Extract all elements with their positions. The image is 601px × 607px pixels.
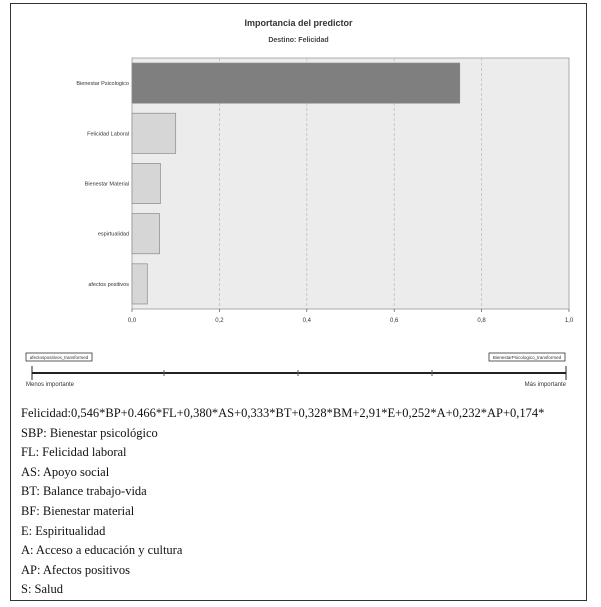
category-label: Bienestar Psicologico xyxy=(76,81,129,88)
chart-subtitle: Destino: Felicidad xyxy=(268,37,329,44)
x-tick-label: 0,6 xyxy=(390,318,399,324)
slider-right-box-label: BienestarPsicologico_transformed xyxy=(492,355,562,360)
legend-line: SBP: Bienestar psicológico xyxy=(21,425,158,440)
category-label: Bienestar Material xyxy=(84,181,129,188)
formula-equation: Felicidad:0,546*BP+0.466*FL+0,380*AS+0,333*BT+0,328*BM+2,91*E+0,252*A+0,232*AP+0,174* xyxy=(21,406,545,420)
x-tick-label: 1,0 xyxy=(564,318,574,324)
legend-line: FL: Felicidad laboral xyxy=(21,445,127,460)
slider-less-label: Menos importante xyxy=(26,382,75,388)
legend-line: BT: Balance trabajo-vida xyxy=(21,484,147,499)
category-label: afectos positivos xyxy=(88,281,129,288)
slider-left-box-label: afectospositivos_transformed xyxy=(29,355,89,360)
x-tick-label: 0,2 xyxy=(215,318,224,324)
legend-line: E: Espiritualidad xyxy=(21,523,106,538)
slider-more-label: Más importante xyxy=(524,382,566,388)
figure-frame xyxy=(10,3,587,601)
x-tick-label: 0,0 xyxy=(127,318,137,324)
legend-line: S: Salud xyxy=(21,582,64,597)
legend-line: AS: Apoyo social xyxy=(21,464,110,479)
formula-legend xyxy=(21,404,586,600)
x-tick-label: 0,4 xyxy=(302,318,311,324)
chart-title: Importancia del predictor xyxy=(244,18,353,28)
category-label: Felicidad Laboral xyxy=(87,131,129,138)
x-tick-label: 0,8 xyxy=(477,318,486,324)
importance-slider xyxy=(11,4,586,404)
category-label: espirtualidad xyxy=(97,231,129,238)
legend-line: A: Acceso a educación y cultura xyxy=(21,543,183,558)
legend-line: AP: Afectos positivos xyxy=(21,562,131,577)
legend-line: BF: Bienestar material xyxy=(21,503,135,518)
